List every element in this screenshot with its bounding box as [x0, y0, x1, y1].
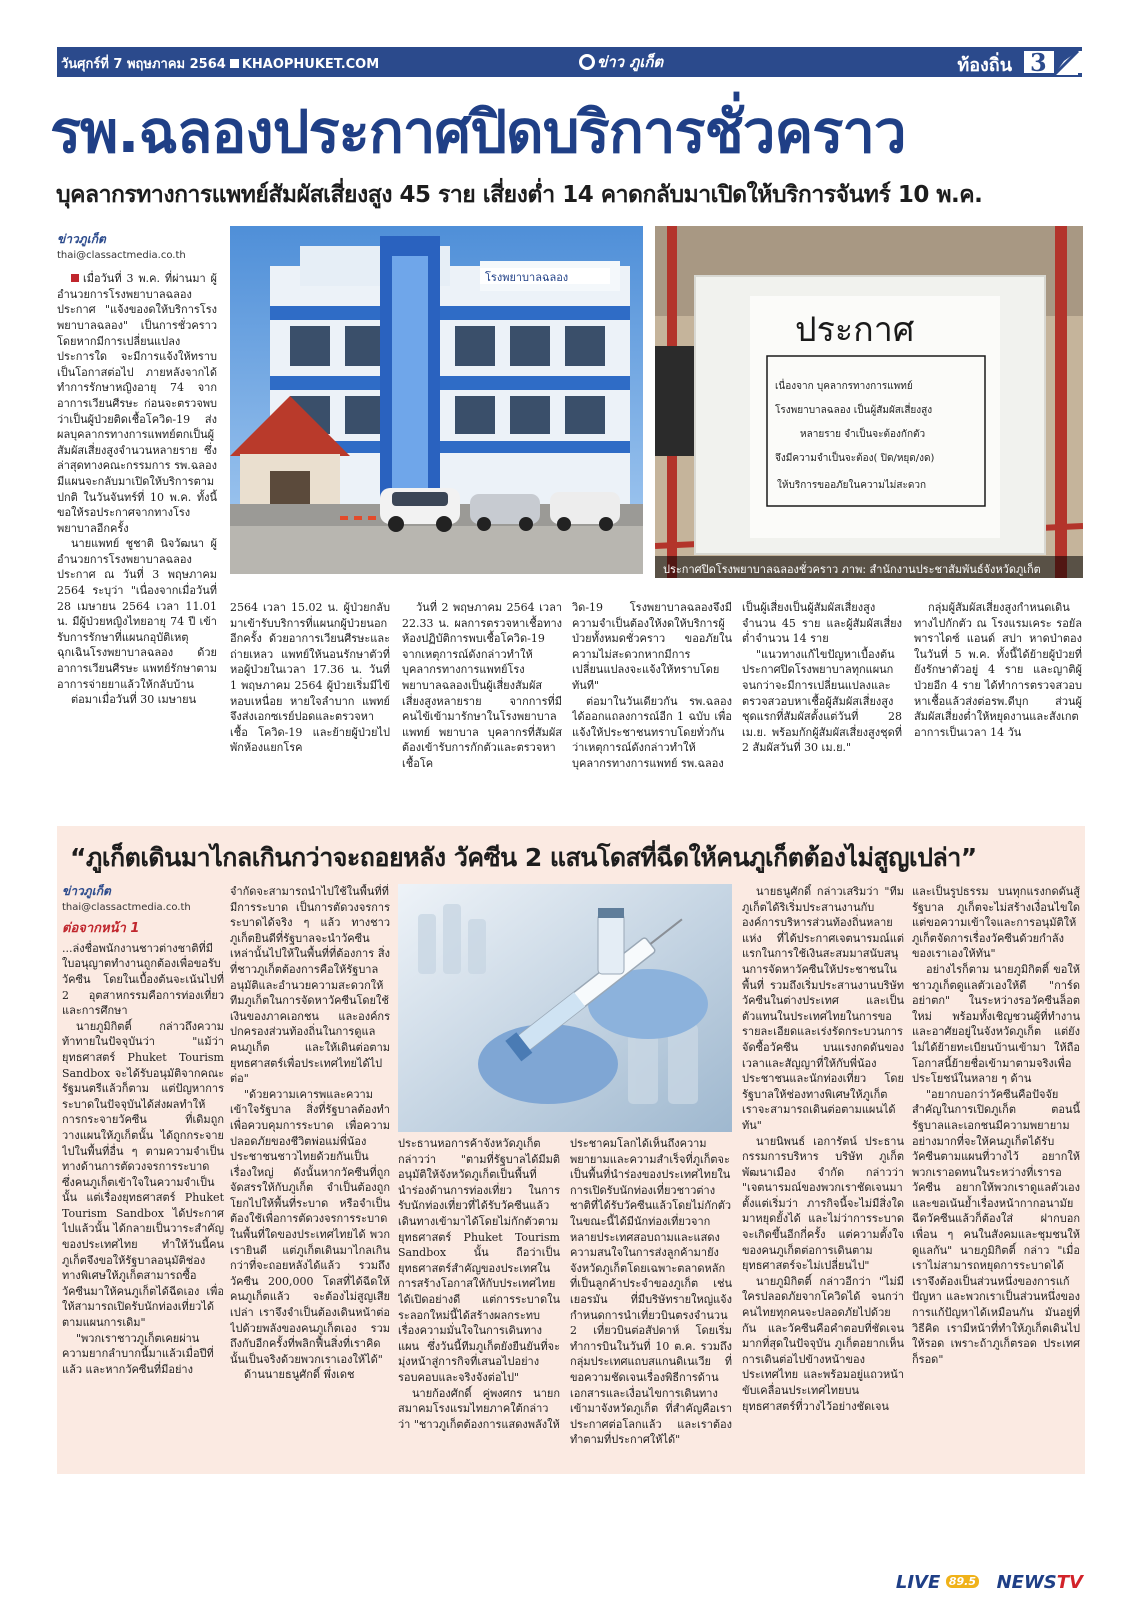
closure-notice-photo — [655, 226, 1083, 578]
hospital-building-illustration — [230, 226, 643, 574]
paragraph: 2564 เวลา 15.02 น. ผู้ป่วยกลับมาเข้ารับบริการที่แผนกผู้ป่วยนอกอีกครั้ง ด้วยอาการเวียนศีรษะและถ่ายเหลว แพทย์ให้นอนรักษาตัวที่หอผู้ป่วยในเวลา 17.36 น. วันที่ 1 พฤษภาคม 2564 ผู้ป่วยเริ่มมีไข้ หอบเหนื่อย หายใจลำบาก แพทย์จึงส่งเอกซเรย์ปอดและตรวจหาเชื้อ โควิด-19 และย้ายผู้ป่วยไปพักห้องแยกโรค — [230, 601, 390, 755]
continued-label: ต่อจากหน้า 1 — [62, 921, 140, 937]
photo-caption: ประกาศปิดโรงพยาบาลฉลองชั่วคราว ภาพ: สำนักงานประชาสัมพันธ์จังหวัดภูเก็ต — [655, 556, 1083, 578]
notice-title-text: ประกาศ — [795, 310, 915, 350]
section-name: ท้องถิ่น — [957, 55, 1012, 76]
paragraph: นายภูมิกิตติ์ กล่าวอีกว่า "ไม่มีใครปลอดภัยจากโควิดได้ จนกว่าคนไทยทุกคนจะปลอดภัยไปด้วยกัน และวัคซีนคือคำตอบที่ชัดเจนมากที่สุดในปัจจุบัน ภูเก็ตอยากเห็นการเดินต่อไปข้างหน้าของประเทศไทย และพร้อมอยู่แถวหน้าขับเคลื่อนประเทศไทยบนยุทธศาสตร์ที่วางไว้อย่างชัดเจน — [742, 1274, 904, 1413]
header-date-line — [61, 53, 379, 74]
article2-column-1 — [62, 884, 224, 1470]
hospital-sign-text: โรงพยาบาลฉลอง — [485, 271, 569, 284]
paragraph: เป็นผู้เสี่ยงเป็นผู้สัมผัสเสี่ยงสูง จำนวน 45 ราย และผู้สัมผัสเสี่ยงต่ำจำนวน 14 ราย — [742, 601, 902, 646]
article2-byline — [62, 884, 224, 915]
article2-column-3 — [398, 1136, 560, 1470]
paragraph: นายธนูศักดิ์ กล่าวเสริมว่า "ทีมภูเก็ตได้ริเริ่มประสานงานกับองค์การบริหารส่วนท้องถิ่นหลายแห่ง ที่ได้ประกาศเจตนารมณ์แต่แรกในการใช้เงินสะสมมาสนับสนุนการจัดหาวัคซีนให้ประชาชนในพื้นที่ รวมถึงเริ่มประสานงานบริษัทวัคซีนในต่างประเทศ และเป็นตัวแทนในประเทศไทยในการขอรายละเอียดและเร่งรัดกระบวนการจัดซื้อวัคซีน บนแรงกดดันของเวลาและสัญญาที่ให้กับพี่น้องประชาชนและนักท่องเที่ยว โดยรัฐบาลให้ช่องทางพิเศษให้ภูเก็ต เราจะสามารถเดินต่อตามแผนได้ทัน" — [742, 885, 904, 1132]
paragraph: ...ล่งชื่อพนักงานชาวต่างชาติที่มีใบอนุญาตทำงานถูกต้องเพื่อขอรับวัคซีน โดยในเบื้องต้นจะเน้นไปที่ 2 อุตสาหกรรมคือการท่องเที่ยวและการศึกษา — [62, 941, 224, 1018]
paragraph: ด้านนายธนูศักดิ์ พึ่งเดช — [244, 1368, 355, 1382]
byline-name: ข่าวภูเก็ต — [57, 232, 106, 246]
paragraph: "ด้วยความเคารพและความเข้าใจรัฐบาล สิ่งที่รัฐบาลต้องทำเพื่อควบคุมการระบาด เพื่อความปลอดภัยของชีวิตพ่อแม่พี่น้องประชาชนชาวไทยด้วยกันเป็นเรื่องใหญ่ ดังนั้นหากวัคซีนที่ถูกจัดสรรให้กับภูเก็ต จำเป็นต้องถูกโยกไปให้พื้นที่ระบาด หรือจำเป็นต้องใช้เพื่อการตัดวงจรการระบาดในพื้นที่ใดของประเทศไทยได้ พวกเรายินดี แต่ภูเก็ตเดินมาไกลเกินกว่าที่จะถอยหลังได้แล้ว รวมถึงวัคซีน 200,000 โดสที่ได้ฉีดให้คนภูเก็ตแล้ว จะต้องไม่สูญเสียเปล่า เราจึงจำเป็นต้องเดินหน้าต่อไปด้วยพลังของคนภูเก็ตเอง รวมถึงกับอีกครั้งที่พลิกฟื้นสิ่งที่เราคิดนั้นเป็นจริงด้วยพวกเราเองให้ได้" — [230, 1087, 390, 1366]
logo-ring-icon — [579, 54, 595, 70]
paragraph: จำกัดจะสามารถนำไปใช้ในพื้นที่ที่มีการระบาด เป็นการตัดวงจรการระบาดได้จริง ๆ แล้ว ทางชาวภูเก็ตยินดีที่รัฐบาลจะนำวัคซีนเหล่านั้นไปให้ในพื้นที่ที่ต้องการ สิ่งที่ชาวภูเก็ตต้องการคือให้รัฐบาลอนุมัติและอำนวยความสะดวกให้ทีมภูเก็ตในการจัดหาวัคซีนโดยใช้เงินของภาคเอกชน และองค์กรปกครองส่วนท้องถิ่นในการดูแลคนภูเก็ต และให้เดินต่อตามยุทธศาสตร์เพื่อประเทศไทยได้ไปต่อ" — [230, 885, 390, 1086]
paragraph: กลุ่มผู้สัมผัสเสี่ยงสูงกำหนดเดินทางไปกักตัว ณ โรงแรมเคระ รอยัล พาราไดซ์ แอนด์ สปา หาดป่าตอง ในวันที่ 5 พ.ค. ทั้งนี้ได้ย้ายผู้ป่วยที่ยังรักษาตัวอยู่ 4 ราย และญาติผู้ป่วยอีก 4 ราย ได้ทำการตรวจสวอบหาเชื้อแล้วส่งต่อรพ.ดีบุก ส่วนผู้สัมผัสเสี่ยงต่ำให้หยุดงานและสังเกตอาการเป็นเวลา 14 วัน — [914, 601, 1082, 739]
news-tv-logo: NEWS — [996, 1572, 1057, 1593]
notice-line: ให้บริการขออภัยในความไม่สะดวก — [777, 480, 927, 491]
paragraph: ประชาคมโลกได้เห็นถึงความพยายามและความสำเร็จที่ภูเก็ตจะเป็นพื้นที่นำร่องของประเทศไทยในการเปิดรับนักท่องเที่ยวชาวต่างชาติที่ได้รับวัคซีนแล้วโดยไม่กักตัว ในขณะนี้ได้มีนักท่องเที่ยวจากหลายประเทศสอบถามและแสดงความสนใจในการส่งลูกค้ามายังจังหวัดภูเก็ตโดยเฉพาะตลาดหลักที่เป็นลูกค้าประจำของภูเก็ต เช่น เยอรมัน ที่มีบริษัทรายใหญ่แจ้งกำหนดการนำเที่ยวบินตรงจำนวน 2 เที่ยวบินต่อสัปดาห์ โดยเริ่มทำการบินในวันที่ 10 ต.ค. รวมถึงกลุ่มประเทศแถบสแกนดิเนเวีย ที่ขอความชัดเจนเรื่องพิธีการด้านเอกสารและเงื่อนไขการเดินทางเข้ามาจังหวัดภูเก็ต ที่สำคัญคือเราประกาศต่อโลกแล้ว และเราต้องทำตามที่ประกาศให้ได้" — [570, 1137, 732, 1447]
hospital-building-photo — [230, 226, 643, 574]
website-link[interactable]: KHAOPHUKET.COM — [241, 57, 380, 72]
article1-column-3 — [402, 600, 562, 826]
notice-line: เนื่องจาก บุคลากรทางการแพทย์ — [775, 381, 913, 392]
article2-headline: “ภูเก็ตเดินมาไกลเกินกว่าจะถอยหลัง วัคซีน 2 แสนโดสที่ฉีดให้คนภูเก็ตต้องไม่สูญเปล่า” — [70, 843, 977, 872]
vaccine-syringe-photo — [398, 884, 732, 1132]
page-number: 3 — [1030, 48, 1047, 77]
article2-column-6 — [912, 884, 1080, 1470]
logo-text: ข่าว ภูเก็ต — [597, 53, 664, 71]
paragraph: นายภูมิกิตติ์ กล่าวถึงความท้าทายในปัจจุบันว่า "แม้ว่ายุทธศาสตร์ Phuket Tourism Sandbox จะได้รับอนุมัติจากคณะรัฐมนตรีแล้วก็ตาม แต่ปัญหาการระบาดในปัจจุบันได้ส่งผลทำให้การกระจายวัคซีน ที่เดิมถูกวางแผนให้ภูเก็ตนั้น ได้ถูกกระจายไปในพื้นที่อื่น ๆ ตามความจำเป็นทางด้านการตัดวงจรการระบาด ซึ่งคนภูเก็ตเข้าใจในความจำเป็นนั้น แต่เรื่องยุทธศาสตร์ Phuket Tourism Sandbox ได้ประกาศไปแล้วนั้น ได้กลายเป็นวาระสำคัญของประเทศไทย ทำให้วันนี้คนภูเก็ตจึงขอให้รัฐบาลอนุมัติช่องทางพิเศษให้ภูเก็ตสามารถซื้อวัคซีนมาให้คนภูเก็ตได้ฉีดเอง เพื่อให้สามารถเปิดรับนักท่องเที่ยวได้ตามแผนการเดิม" — [62, 1019, 224, 1330]
paragraph: ประธานหอการค้าจังหวัดภูเก็ต กล่าวว่า "ตามที่รัฐบาลได้มีมติอนุมัติให้จังหวัดภูเก็ตเป็นพื้นที่นำร่องด้านการท่องเที่ยว ในการรับนักท่องเที่ยวที่ได้รับวัคซีนแล้วเดินทางเข้ามาได้โดยไม่กักตัวตามยุทธศาสตร์ Phuket Tourism Sandbox นั้น ถือว่าเป็นยุทธศาสตร์สำคัญของประเทศในการสร้างโอกาสให้กับประเทศไทยได้เปิดอย่างดี แต่การระบาดในระลอกใหม่นี้ได้สร้างผลกระทบเรื่องความมั่นใจในการเดินทางแผน ซึ่งวันนี้ทีมภูเก็ตยังยืนยันที่จะมุ่งหน้าสู่การกิจที่เสนอไปอย่างรอบคอบและจริงจังต่อไป" — [398, 1137, 560, 1384]
radio-frequency-badge: 89.5 — [946, 1575, 979, 1588]
paragraph: วิด-19 โรงพยาบาลฉลองจึงมีความจำเป็นต้องให้งดให้บริการผู้ป่วยทั้งหมดชั่วคราว ขออภัยในความไม่สะดวกหากมีการเปลี่ยนแปลงจะแจ้งให้ทราบโดยทันที" — [572, 601, 732, 692]
paragraph: นายนิพนธ์ เอการัตน์ ประธานกรรมการบริหาร บริษัท ภูเก็ตพัฒนาเมือง จำกัด กล่าวว่า "เจตนารมณ์ของพวกเราชัดเจนมาตั้งแต่เริ่มว่า ภารกิจนี้จะไม่มีสิ่งใดมาหยุดยั้งได้ และไม่ว่าการระบาดจะเกิดขึ้นอีกกี่ครั้ง แต่ความตั้งใจของคนภูเก็ตต่อการเดินตามยุทธศาสตร์จะไม่เปลี่ยนไป" — [742, 1134, 904, 1273]
article2-column-2 — [230, 884, 390, 1470]
header-bar — [57, 47, 1082, 77]
paragraph: "แนวทางแก้ไขปัญหาเบื้องต้น ประกาศปิดโรงพยาบาลทุกแผนกจนกว่าจะมีการเปลี่ยนแปลงและตรวจสวอบหาเชื้อผู้สัมผัสเสี่ยงสูงชุดแรกที่สัมผัสตั้งแต่วันที่ 28 เม.ย. พร้อมกักผู้สัมผัสเสี่ยงสูงชุดที่ 2 สัมผัสวันที่ 30 เม.ย." — [742, 647, 902, 755]
article1-column-5 — [742, 600, 902, 826]
paragraph: "พวกเราชาวภูเก็ตเคยผ่านความยากลำบากนี้มาแล้วเมื่อปีที่แล้ว และหากวัคซีนที่มีอย่าง — [62, 1331, 214, 1376]
article1-column-6 — [914, 600, 1082, 826]
article1-column-1 — [57, 232, 217, 826]
article1-headline: รพ.ฉลองประกาศปิดบริการชั่วคราว — [50, 98, 906, 166]
paragraph: เมื่อวันที่ 3 พ.ค. ที่ผ่านมา ผู้อำนวยการโรงพยาบาลฉลอง ประกาศ "แจ้งของดให้บริการโรงพยาบาลฉลอง" เป็นการชั่วคราว โดยหากมีการเปลี่ยนแปลงประการใด จะมีการแจ้งให้ทราบเป็นโอกาสต่อไป ภายหลังจากได้ทำการรักษาหญิงอายุ 74 จากอาการเวียนศีรษะ ก่อนจะตรวจพบว่าเป็นผู้ป่วยติดเชื้อโควิด-19 ส่งผลบุคลากรทางการแพทย์ตกเป็นผู้สัมผัสเสี่ยงสูงจำนวนหลายราย ซึ่งล่าสุดทางคณะกรรมการ รพ.ฉลอง มีแผนจะกลับมาเปิดให้บริการตามปกติ ในวันจันทร์ที่ 10 พ.ค. ทั้งนี้ ขอให้รอประกาศจากทางโรงพยาบาลอีกครั้ง — [57, 272, 217, 535]
newspaper-logo — [577, 50, 663, 74]
paragraph: และเป็นรูปธรรม บนทุกแรงกดดันสู้รัฐบาล ภูเก็ตจะไม่สร้างเงื่อนไขใด แต่ขอความเข้าใจและการอนุมัติให้ภูเก็ตจัดการเรื่องวัคซีนด้วยกำลังของเราเองให้ทัน" — [912, 885, 1080, 961]
paragraph: อย่างไรก็ตาม นายภูมิกิตติ์ ขอให้ชาวภูเก็ตดูแลตัวเองให้ดี "การ์ดอย่าตก" ในระหว่างรอวัคซีนล็อตใหม่ พร้อมทั้งเชิญชวนผู้ที่ทำงานและอาศัยอยู่ในจังหวัดภูเก็ต แต่ยังไม่ได้ย้ายทะเบียนบ้านเข้ามา ให้ถือโอกาสนี้ย้ายชื่อเข้ามาตามจริงเพื่อประโยชน์ในหลาย ๆ ด้าน — [912, 962, 1080, 1086]
paragraph: "อยากบอกว่าวัคซีนคือปัจจัยสำคัญในการเปิดภูเก็ต ตอนนี้รัฐบาลและเอกชนมีความพยายามอย่างมากที่จะให้คนภูเก็ตได้รับวัคซีนตามแผนที่วางไว้ อยากให้พวกเราอดทนในระหว่างที่เรารอวัคซีน อยากให้พวกเราดูแลตัวเอง และขอเน้นย้ำเรื่องหน้ากากอนามัย ฉีดวัคซีนแล้วก็ต้องใส่ ฝากบอกเพื่อน ๆ คนในสังคมและชุมชนให้ดูแลกัน" นายภูมิกิตติ์ กล่าว "เมื่อเราไม่สามารถหยุดการระบาดได้ เราจึงต้องเป็นส่วนหนึ่งของการแก้ปัญหา และพวกเราเป็นส่วนหนึ่งของการแก้ปัญหาได้เหมือนกัน มันอยู่ที่วิธีคิด เรามีหน้าที่ทำให้ภูเก็ตเดินไปให้รอด เพราะถ้าภูเก็ตรอด ประเทศก็รอด" — [912, 1087, 1080, 1366]
article1-byline — [57, 232, 217, 263]
footer-logos — [896, 1572, 1083, 1596]
article2-column-4 — [570, 1136, 732, 1470]
notice-line: หลายราย จำเป็นจะต้องกักตัว — [800, 429, 926, 440]
issue-date: วันศุกร์ที่ 7 พฤษภาคม 2564 — [61, 57, 226, 72]
article1-subheadline: บุคลากรทางการแพทย์สัมผัสเสี่ยงสูง 45 ราย เสี่ยงต่ำ 14 คาดกลับมาเปิดให้บริการจันทร์ 10 พ.ค. — [56, 182, 983, 208]
paragraph: วันที่ 2 พฤษภาคม 2564 เวลา 22.33 น. ผลการตรวจหาเชื้อทางห้องปฏิบัติการพบเชื้อโควิด-19 จากเหตุการณ์ดังกล่าวทำให้บุคลากรทางการแพทย์โรงพยาบาลฉลองเป็นผู้เสี่ยงสัมผัสเสี่ยงสูงหลายราย จากการที่มีคนไข้เข้ามารักษาในโรงพยาบาล แพทย์ พยาบาล บุคลากรที่สัมผัสต้องเข้ารับการกักตัวและตรวจหาเชื้อโค — [402, 601, 562, 770]
notice-line: จึงมีความจำเป็นจะต้อง( ปิด/หยุด/งด) — [775, 453, 935, 464]
byline-email[interactable]: thai@classactmedia.co.th — [57, 249, 186, 261]
paragraph: ต่อมาในวันเดียวกัน รพ.ฉลอง ได้ออกแถลงการณ์อีก 1 ฉบับ เพื่อแจ้งให้ประชาชนทราบโดยทั่วกันว่าเหตุการณ์ดังกล่าวทำให้บุคลากรทางการแพทย์ รพ.ฉลอง — [572, 694, 732, 770]
article1-column-2 — [230, 600, 390, 826]
article1-column-4 — [572, 600, 732, 826]
paragraph: ต่อมาเมื่อวันที่ 30 เมษายน — [71, 693, 197, 707]
closure-notice-illustration — [655, 226, 1083, 578]
paragraph: นายก้องศักดิ์ คู่พงศกร นายกสมาคมโรงแรมไทยภาคใต้กล่าวว่า "ชาวภูเก็ตต้องการแสดงพลังให้ — [398, 1386, 560, 1431]
corner-mark-icon — [1050, 47, 1080, 77]
vaccine-illustration — [398, 884, 732, 1132]
notice-line: โรงพยาบาลฉลอง เป็นผู้สัมผัสเสี่ยงสูง — [775, 405, 933, 416]
tv-logo-text: TV — [1056, 1572, 1083, 1593]
separator-square — [230, 59, 239, 68]
byline-name: ข่าวภูเก็ต — [62, 884, 111, 898]
bullet-square-icon — [71, 274, 79, 282]
byline-email[interactable]: thai@classactmedia.co.th — [62, 901, 191, 913]
article2-column-5 — [742, 884, 904, 1470]
paragraph: นายแพทย์ ชูชาติ นิจวัฒนา ผู้อำนวยการโรงพยาบาลฉลอง ประกาศ ณ วันที่ 3 พฤษภาคม 2564 ระบุว่า "เนื่องจากเมื่อวันที่ 28 เมษายน 2564 เวลา 11.01 น. มีผู้ป่วยหญิงไทยอายุ 74 ปี เข้ารับการรักษาที่แผนกอุบัติเหตุฉุกเฉินโรงพยาบาลฉลอง ด้วยอาการเวียนศีรษะ แพทย์รักษาตามอาการจ่ายยาแล้วให้กลับบ้าน — [57, 537, 217, 691]
live-radio-logo: LIVE — [895, 1572, 941, 1593]
